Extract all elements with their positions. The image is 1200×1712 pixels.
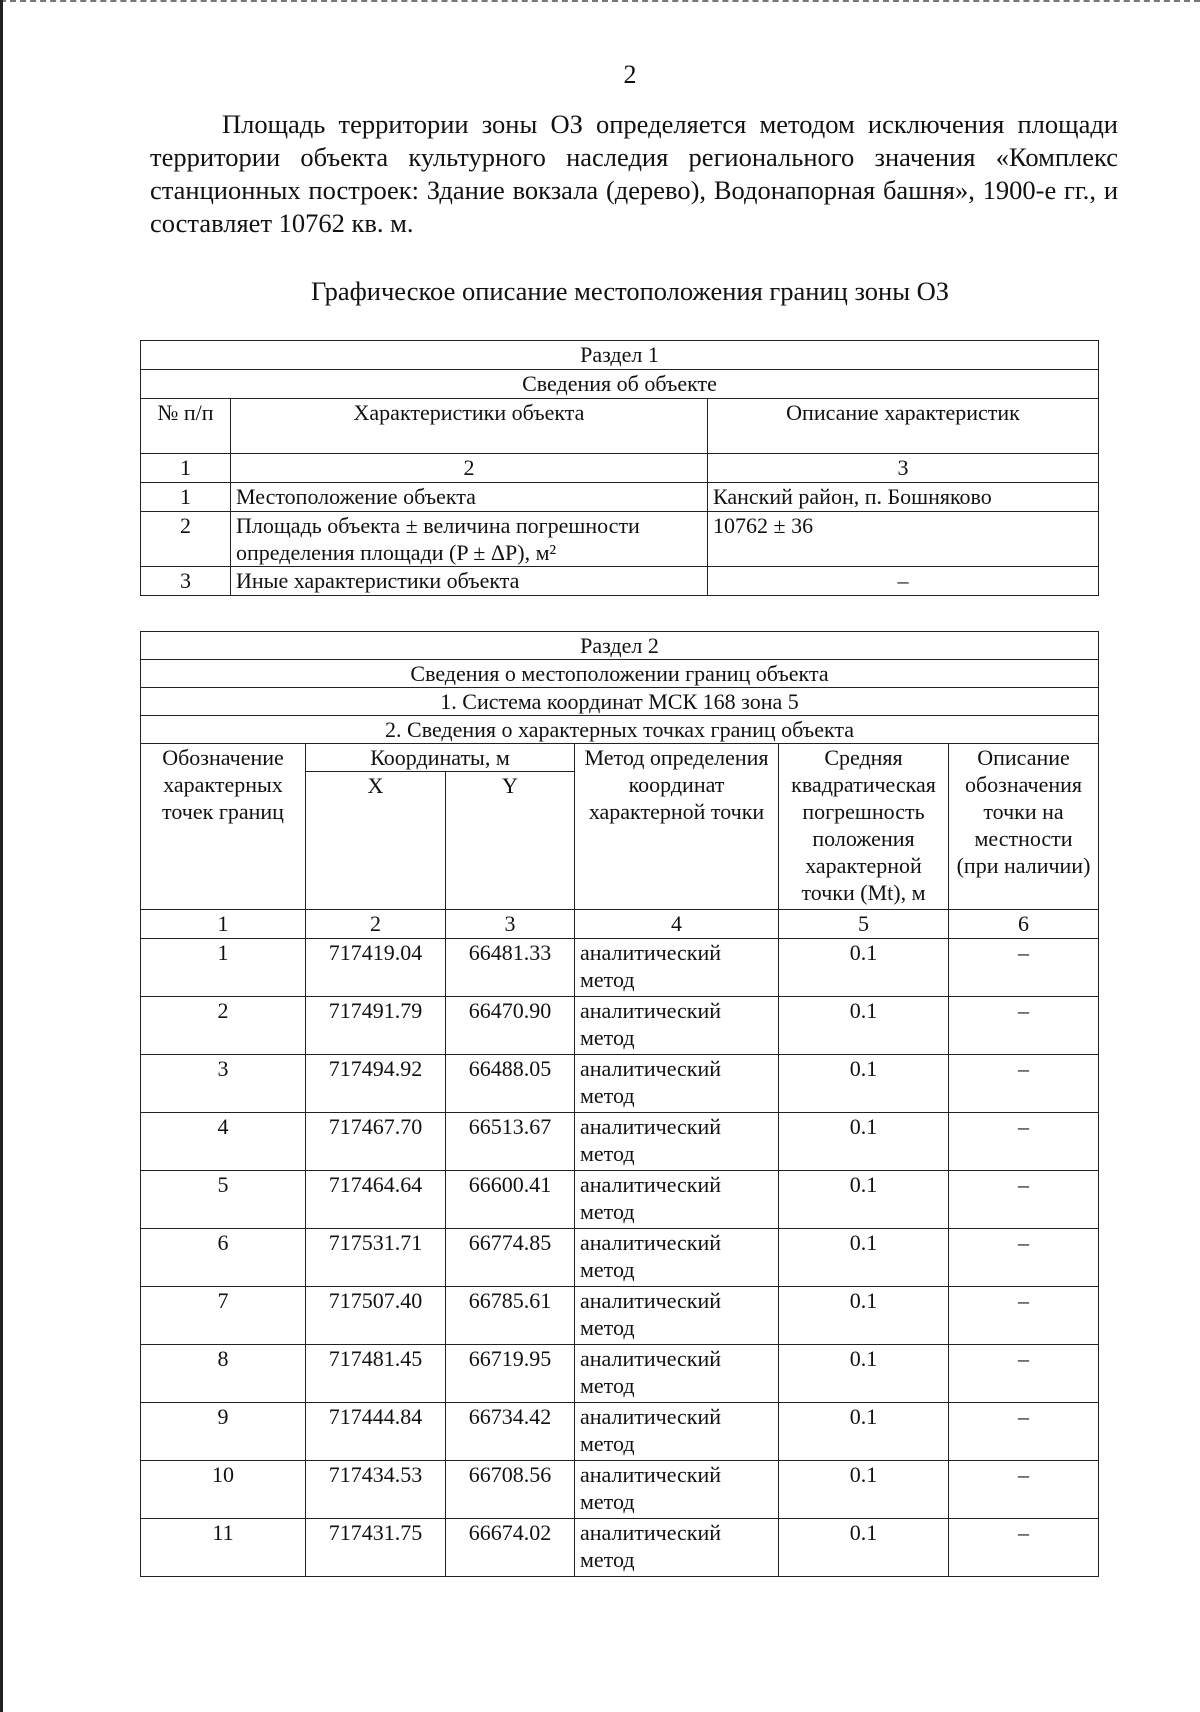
point-method: аналитический метод [575,939,779,997]
point-description: – [949,1055,1099,1113]
points-title: 2. Сведения о характерных точках границ объекта [141,716,1099,744]
point-id: 9 [141,1403,306,1461]
col-header-x: X [306,772,446,910]
point-y: 66785.61 [446,1287,575,1345]
scan-edge-left [0,0,3,1712]
point-id: 7 [141,1287,306,1345]
row-characteristic: Площадь объекта ± величина погрешности определения площади (P ± ΔP), м² [231,512,708,567]
col-header-coordinates [306,744,575,772]
point-method: аналитический метод [575,1055,779,1113]
col-number-6: 6 [949,910,1099,939]
point-method: аналитический метод [575,1229,779,1287]
point-method: аналитический метод [575,1287,779,1345]
col-header-point: Обозначение характерных точек границ [141,744,306,910]
table-row [141,1461,1099,1519]
col-header-no: № п/п [141,399,231,454]
col-header-error: Средняя квадратическая погрешность положения характерной точки (Mt), м [779,744,949,910]
point-error: 0.1 [779,997,949,1055]
point-y: 66470.90 [446,997,575,1055]
point-y: 66674.02 [446,1519,575,1577]
row-no: 3 [141,567,231,596]
point-y: 66488.05 [446,1055,575,1113]
section2-title: Раздел 2 [141,632,1099,660]
point-description: – [949,1287,1099,1345]
point-x: 717431.75 [306,1519,446,1577]
point-x: 717531.71 [306,1229,446,1287]
point-id: 2 [141,997,306,1055]
scan-edge-top [0,0,1200,5]
table-row [141,1403,1099,1461]
table-row [141,567,1099,596]
point-error: 0.1 [779,1171,949,1229]
table-row [141,1055,1099,1113]
table-row [141,1287,1099,1345]
col-header-method: Метод определения координат характерной точки [575,744,779,910]
col-number-2: 2 [231,454,708,483]
point-description: – [949,1171,1099,1229]
point-error: 0.1 [779,1113,949,1171]
point-description: – [949,1229,1099,1287]
point-description: – [949,939,1099,997]
table-row [141,483,1099,512]
point-x: 717464.64 [306,1171,446,1229]
point-error: 0.1 [779,939,949,997]
table-row [141,512,1099,567]
col-header-characteristics: Характеристики объекта [231,399,708,454]
point-description: – [949,1113,1099,1171]
point-x: 717444.84 [306,1403,446,1461]
point-error: 0.1 [779,1461,949,1519]
point-y: 66481.33 [446,939,575,997]
table-row [141,1519,1099,1577]
point-method: аналитический метод [575,1461,779,1519]
point-description: – [949,997,1099,1055]
point-method: аналитический метод [575,997,779,1055]
point-x: 717494.92 [306,1055,446,1113]
point-error: 0.1 [779,1345,949,1403]
table-row [141,1113,1099,1171]
row-description: Канский район, п. Бошняково [708,483,1099,512]
coordinates-label: Координаты, м [370,745,510,770]
point-id: 3 [141,1055,306,1113]
point-error: 0.1 [779,1287,949,1345]
point-id: 11 [141,1519,306,1577]
row-description: – [708,567,1099,596]
table-row [141,1345,1099,1403]
point-id: 8 [141,1345,306,1403]
point-error: 0.1 [779,1055,949,1113]
col-number-1: 1 [141,910,306,939]
col-number-3: 3 [708,454,1099,483]
point-y: 66734.42 [446,1403,575,1461]
row-no: 2 [141,512,231,567]
table-row [141,1171,1099,1229]
point-method: аналитический метод [575,1403,779,1461]
point-method: аналитический метод [575,1171,779,1229]
col-number-2: 2 [306,910,446,939]
table-row [141,939,1099,997]
point-description: – [949,1403,1099,1461]
section1-title: Раздел 1 [141,341,1099,370]
object-info-table [140,340,1099,596]
col-header-description: Описание характеристик [708,399,1099,454]
point-method: аналитический метод [575,1519,779,1577]
col-header-y: Y [446,772,575,910]
point-method: аналитический метод [575,1113,779,1171]
point-error: 0.1 [779,1229,949,1287]
point-y: 66600.41 [446,1171,575,1229]
point-y: 66513.67 [446,1113,575,1171]
point-x: 717481.45 [306,1345,446,1403]
section2-subtitle: Сведения о местоположении границ объекта [141,660,1099,688]
col-number-4: 4 [575,910,779,939]
section1-subtitle: Сведения об объекте [141,370,1099,399]
row-no: 1 [141,483,231,512]
point-x: 717507.40 [306,1287,446,1345]
point-y: 66719.95 [446,1345,575,1403]
point-id: 1 [141,939,306,997]
coordinate-system: 1. Система координат МСК 168 зона 5 [141,688,1099,716]
col-number-1: 1 [141,454,231,483]
page-number: 2 [623,60,637,89]
table-row [141,1229,1099,1287]
section-heading: Графическое описание местоположения границ зоны ОЗ [310,276,950,306]
col-number-5: 5 [779,910,949,939]
point-description: – [949,1461,1099,1519]
point-description: – [949,1345,1099,1403]
col-number-3: 3 [446,910,575,939]
point-x: 717434.53 [306,1461,446,1519]
point-id: 5 [141,1171,306,1229]
point-id: 6 [141,1229,306,1287]
row-characteristic: Иные характеристики объекта [231,567,708,596]
point-y: 66708.56 [446,1461,575,1519]
point-x: 717491.79 [306,997,446,1055]
point-y: 66774.85 [446,1229,575,1287]
table-row [141,997,1099,1055]
point-description: – [949,1519,1099,1577]
intro-paragraph: Площадь территории зоны ОЗ определяется методом исключения площади территории объекта культурного наследия регионального значения «Комплекс станционных построек: Здание вокзала (дерево), Водонапорная башня», 1900-е гг., и составляет 10762 кв. м. [150,109,1118,238]
row-description: 10762 ± 36 [708,512,1099,567]
point-error: 0.1 [779,1403,949,1461]
row-characteristic: Местоположение объекта [231,483,708,512]
boundary-points-table [140,631,1099,1577]
point-id: 10 [141,1461,306,1519]
point-x: 717467.70 [306,1113,446,1171]
point-error: 0.1 [779,1519,949,1577]
point-id: 4 [141,1113,306,1171]
point-x: 717419.04 [306,939,446,997]
point-method: аналитический метод [575,1345,779,1403]
col-header-description: Описание обозначения точки на местности (при наличии) [949,744,1099,910]
